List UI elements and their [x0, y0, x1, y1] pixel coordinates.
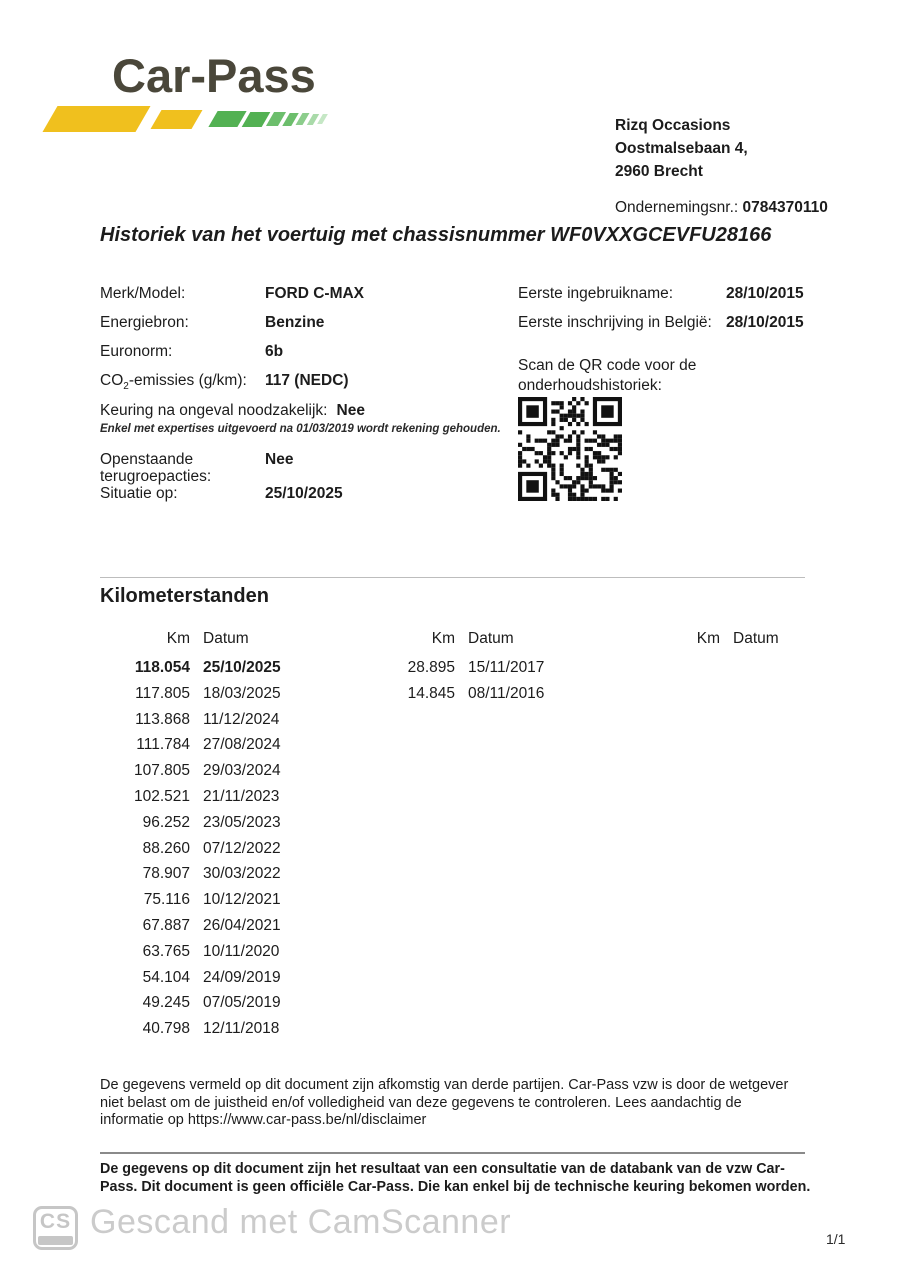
carpass-logo-text: Car-Pass — [112, 49, 316, 102]
km-column-header: Km — [696, 630, 720, 647]
document-title: Historiek van het voertuig met chassisnummer WF0VXXGCEVFU28166 — [100, 224, 772, 246]
km-value: 54.104 — [142, 968, 190, 986]
km-value: 88.260 — [142, 839, 190, 857]
km-value: 28.895 — [407, 659, 455, 676]
km-value: 102.521 — [133, 787, 190, 805]
energiebron-label: Energiebron: — [100, 314, 189, 331]
datum-value: 30/03/2022 — [203, 865, 281, 883]
datum-value: 26/04/2021 — [203, 916, 281, 934]
keuring-label: Keuring na ongeval noodzakelijk: — [100, 402, 328, 419]
km-column-header: Km — [431, 630, 455, 647]
datum-value: 08/11/2016 — [468, 684, 545, 702]
camscanner-icon — [33, 1206, 78, 1250]
km-value: 63.765 — [142, 942, 190, 960]
datum-value: 10/11/2020 — [203, 942, 280, 960]
recipient-name: Rizq Occasions — [615, 117, 731, 134]
km-value: 113.868 — [135, 710, 190, 728]
ingebruikname-value: 28/10/2015 — [726, 285, 804, 302]
km-value: 111.784 — [136, 736, 190, 754]
company-number-row — [615, 196, 828, 219]
carpass-logo-stripes — [50, 104, 325, 134]
km-value: 117.805 — [135, 684, 190, 702]
km-value: 107.805 — [133, 762, 190, 780]
datum-value: 15/11/2017 — [468, 659, 545, 676]
section-divider — [100, 577, 805, 578]
vehicle-details — [100, 285, 364, 401]
camscanner-icon-letters: CS — [39, 1210, 72, 1233]
km-column-group-1 — [100, 627, 390, 1042]
km-column-group-2 — [390, 627, 655, 1042]
co2-label: $CO_2$-emissies (g/km): — [100, 372, 247, 393]
datum-value: 25/10/2025 — [203, 659, 281, 676]
datum-value: 12/11/2018 — [203, 1020, 280, 1038]
datum-value: 29/03/2024 — [203, 762, 281, 780]
datum-value: 07/12/2022 — [203, 839, 281, 857]
logo-stripe-yellow-small — [151, 110, 203, 129]
euronorm-label: Euronorm: — [100, 343, 173, 360]
keuring-value: Nee — [336, 402, 365, 419]
keuring-row — [100, 402, 365, 420]
energiebron-value: Benzine — [265, 314, 325, 331]
legal-text: De gegevens op dit document zijn het resultaat van een consultatie van de databank van de vzw Car-Pass. Dit document is geen officiële Car-Pass. Die kan enkel bij de technische keuring bekomen worden. — [100, 1161, 811, 1195]
datum-value: 27/08/2024 — [203, 736, 281, 754]
km-value: 96.252 — [142, 813, 190, 831]
co2-value: 117 (NEDC) — [265, 372, 349, 389]
ingebruikname-label: Eerste ingebruikname: — [518, 285, 674, 302]
datum-value: 07/05/2019 — [203, 994, 281, 1012]
keuring-note: Enkel met expertises uitgevoerd na 01/03/2019 wordt rekening gehouden. — [100, 423, 501, 435]
disclaimer-text: De gegevens vermeld op dit document zijn afkomstig van derde partijen. Car-Pass vzw is door de wetgever niet belast om de juistheid en/of volledigheid van deze gegevens te controleren. Lees aandachtig de informatie op https://www.car-pass.be/nl/disclaimer — [100, 1077, 789, 1128]
km-column-group-3 — [655, 627, 810, 1042]
company-number-label: Ondernemingsnr.: — [615, 199, 739, 216]
datum-value: 18/03/2025 — [203, 684, 281, 702]
recipient-address-line1: Oostmalsebaan 4, — [615, 140, 748, 157]
inschrijving-label: Eerste inschrijving in België: — [518, 314, 712, 331]
datum-value: 10/12/2021 — [203, 891, 281, 909]
logo-stripe-green — [317, 114, 328, 124]
situatie-label: Situatie op: — [100, 485, 178, 502]
recall-section — [100, 451, 343, 502]
km-value: 78.907 — [142, 865, 190, 883]
recipient-block — [615, 114, 828, 219]
km-value: 40.798 — [142, 1020, 190, 1038]
datum-value: 24/09/2019 — [203, 968, 281, 986]
camscanner-watermark: Gescand met CamScanner — [90, 1203, 512, 1241]
datum-value: 23/05/2023 — [203, 813, 281, 831]
legal-divider — [100, 1152, 805, 1154]
recall-value: Nee — [265, 451, 294, 468]
kilometerstanden-title: Kilometerstanden — [100, 585, 269, 607]
datum-column-header: Datum — [733, 630, 779, 647]
qr-code — [518, 397, 622, 501]
camscanner-icon-bar — [38, 1236, 73, 1245]
km-value: 49.245 — [142, 994, 190, 1012]
registration-details — [518, 285, 804, 343]
km-value: 67.887 — [142, 916, 190, 934]
datum-column-header: Datum — [203, 630, 249, 647]
qr-scan-text: Scan de QR code voor de onderhoudshistoriek: — [518, 357, 697, 394]
merk-value: FORD C-MAX — [265, 285, 365, 302]
logo-stripe-yellow-large — [42, 106, 150, 132]
logo-stripe-green — [208, 111, 246, 127]
recall-label: Openstaande terugroepacties: — [100, 451, 212, 485]
km-column-header: Km — [166, 630, 190, 647]
km-value: 14.845 — [407, 684, 455, 702]
km-value: 75.116 — [143, 891, 190, 909]
page-number: 1/1 — [826, 1231, 846, 1247]
km-value: 118.054 — [134, 659, 190, 676]
situatie-value: 25/10/2025 — [265, 485, 343, 502]
datum-column-header: Datum — [468, 630, 514, 647]
company-number-value: 0784370110 — [742, 199, 828, 216]
merk-label: Merk/Model: — [100, 285, 186, 302]
datum-value: 11/12/2024 — [203, 710, 280, 728]
datum-value: 21/11/2023 — [203, 787, 280, 805]
inschrijving-value: 28/10/2015 — [726, 314, 804, 331]
euronorm-value: 6b — [265, 343, 284, 360]
kilometerstanden-table — [100, 627, 810, 1042]
recipient-address-line2: 2960 Brecht — [615, 163, 703, 180]
